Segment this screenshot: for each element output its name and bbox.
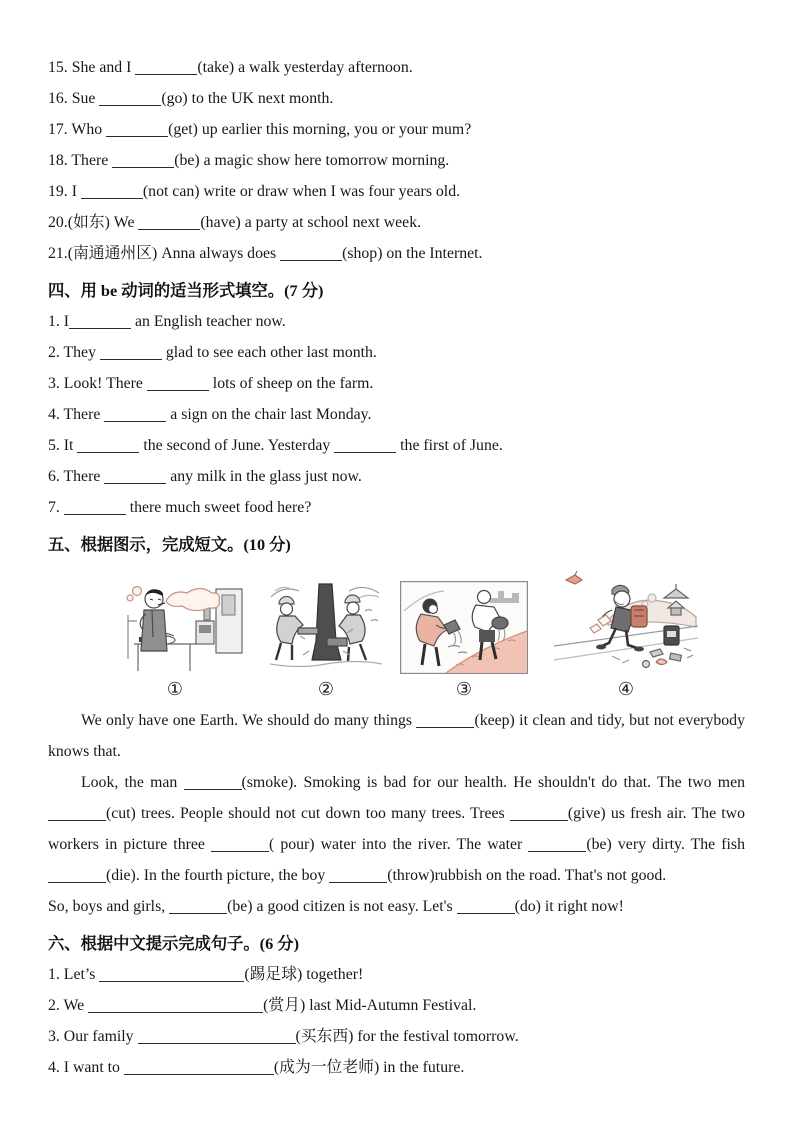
be-question-2 <box>48 337 745 368</box>
be-question-1 <box>48 306 745 337</box>
text-segment: (throw)rubbish on the road. That's not good. <box>387 867 667 884</box>
text-segment: 18. There <box>48 152 113 169</box>
text-segment: (go) to the UK next month. <box>161 90 334 107</box>
question-line-21 <box>48 238 745 269</box>
text-segment: (not can) write or draw when I was four years old. <box>142 183 461 200</box>
fill-in-blank[interactable] <box>69 313 131 329</box>
text-segment: ( pour) water into the river. The water <box>268 836 529 853</box>
text-segment: (take) a walk yesterday afternoon. <box>197 59 413 76</box>
text-segment: 2. They <box>48 344 100 361</box>
text-segment: So, boys and girls, <box>48 898 170 915</box>
text-segment: 7. <box>48 499 64 516</box>
fill-in-blank[interactable] <box>106 121 168 137</box>
question-line-16 <box>48 83 745 114</box>
section-six-heading: 六、根据中文提示完成句子。(6 分) <box>48 934 299 953</box>
passage-paragraph-2 <box>48 767 749 891</box>
section-four-heading: 四、用 be 动词的适当形式填空。(7 分) <box>48 281 324 300</box>
fill-in-blank[interactable] <box>211 836 269 852</box>
question-line-15 <box>48 52 745 83</box>
fill-in-blank[interactable] <box>64 499 126 515</box>
text-segment: 5. It <box>48 437 78 454</box>
fill-in-blank[interactable] <box>48 867 106 883</box>
text-segment: 21.(南通通州区) Anna always does <box>48 245 281 262</box>
fill-in-blank[interactable] <box>457 898 515 914</box>
picture-4-littering-boy <box>552 568 700 702</box>
fill-in-blank[interactable] <box>88 997 263 1013</box>
fill-in-blank[interactable] <box>135 59 197 75</box>
question-line-20 <box>48 207 745 238</box>
text-segment: 17. Who <box>48 121 107 138</box>
fill-in-blank[interactable] <box>99 966 244 982</box>
section-picture-essay <box>48 529 749 922</box>
be-question-5 <box>48 430 745 461</box>
fill-in-blank[interactable] <box>81 183 143 199</box>
text-segment: (cut) trees. People should not cut down too many trees. Trees <box>106 805 510 822</box>
fill-in-blank[interactable] <box>77 437 139 453</box>
fill-in-blank[interactable] <box>184 774 242 790</box>
hint-question-1 <box>48 959 745 990</box>
text-segment: (成为一位老师) in the future. <box>273 1059 465 1076</box>
hint-question-4 <box>48 1052 745 1083</box>
fill-in-blank[interactable] <box>100 344 162 360</box>
text-segment: (smoke). Smoking is bad for our health. He shouldn't do that. The two men <box>241 774 749 791</box>
text-segment: 1. Let’s <box>48 966 100 983</box>
picture-2-label: ② <box>317 679 335 699</box>
text-segment: (keep) it clean and tidy, but not everybody knows that. <box>48 712 749 760</box>
text-segment: (do) it right now! <box>514 898 624 915</box>
text-segment: 6. There <box>48 468 105 485</box>
fill-in-blank[interactable] <box>124 1059 274 1075</box>
text-segment: We only have one Earth. We should do many things <box>81 712 417 729</box>
be-question-6 <box>48 461 745 492</box>
fill-in-blank[interactable] <box>104 406 166 422</box>
text-segment: 4. I want to <box>48 1059 124 1076</box>
fill-in-blank[interactable] <box>48 805 106 821</box>
text-segment: the first of June. <box>396 437 503 454</box>
fill-in-blank[interactable] <box>169 898 227 914</box>
tree-cutting-illustration <box>265 581 387 674</box>
text-segment: (give) us fresh air. The two workers in picture three <box>48 805 749 853</box>
text-segment: (get) up earlier this morning, you or your mum? <box>168 121 472 138</box>
picture-3-pouring-water <box>400 581 528 702</box>
passage-paragraph-1 <box>48 705 749 767</box>
text-segment: (be) very dirty. The fish <box>586 836 749 853</box>
text-segment: (die). In the fourth picture, the boy <box>106 867 330 884</box>
text-segment: lots of sheep on the farm. <box>208 375 374 392</box>
picture-1-label: ① <box>166 679 184 699</box>
text-segment: there much sweet food here? <box>125 499 312 516</box>
section-five-heading: 五、根据图示，完成短文。(10 分) <box>48 535 291 554</box>
fill-in-blank[interactable] <box>138 214 200 230</box>
picture-2-tree-cutting <box>265 581 387 702</box>
text-segment: 20.(如东) We <box>48 214 139 231</box>
section-chinese-hints <box>48 928 745 1083</box>
pouring-water-illustration <box>400 581 528 674</box>
fill-in-blank[interactable] <box>112 152 174 168</box>
fill-in-blank[interactable] <box>280 245 342 261</box>
hint-question-2 <box>48 990 745 1021</box>
text-segment: any milk in the glass just now. <box>166 468 362 485</box>
fill-in-blank[interactable] <box>416 712 474 728</box>
text-segment: (be) a good citizen is not easy. Let's <box>227 898 457 915</box>
text-segment: glad to see each other last month. <box>161 344 377 361</box>
picture-3-label: ③ <box>455 679 473 699</box>
fill-in-blank[interactable] <box>138 1028 296 1044</box>
picture-4-label: ④ <box>617 679 635 699</box>
text-segment: 15. She and I <box>48 59 136 76</box>
fill-in-blank[interactable] <box>528 836 586 852</box>
text-segment: (踢足球) together! <box>244 966 364 983</box>
cloze-passage <box>48 705 749 922</box>
text-segment: 3. Our family <box>48 1028 138 1045</box>
passage-paragraph-3 <box>48 891 745 922</box>
picture-strip <box>100 568 745 702</box>
fill-in-blank[interactable] <box>329 867 387 883</box>
text-segment: (have) a party at school next week. <box>200 214 422 231</box>
text-segment: (shop) on the Internet. <box>342 245 483 262</box>
text-segment: (买东西) for the festival tomorrow. <box>295 1028 519 1045</box>
section-be-verbs <box>48 275 745 523</box>
fill-in-blank[interactable] <box>510 805 568 821</box>
text-segment: 2. We <box>48 997 89 1014</box>
text-segment: Look, the man <box>81 774 184 791</box>
text-segment: an English teacher now. <box>131 313 286 330</box>
littering-boy-illustration <box>552 568 700 674</box>
section-verb-blanks <box>48 52 745 269</box>
text-segment: the second of June. Yesterday <box>139 437 335 454</box>
text-segment: 4. There <box>48 406 105 423</box>
question-line-19 <box>48 176 745 207</box>
be-question-7 <box>48 492 745 523</box>
text-segment: (赏月) last Mid-Autumn Festival. <box>263 997 477 1014</box>
fill-in-blank[interactable] <box>147 375 209 391</box>
fill-in-blank[interactable] <box>334 437 396 453</box>
text-segment: a sign on the chair last Monday. <box>166 406 372 423</box>
text-segment: 3. Look! There <box>48 375 147 392</box>
text-segment: 19. I <box>48 183 81 200</box>
picture-1-smoking-man <box>100 579 250 702</box>
hint-question-3 <box>48 1021 745 1052</box>
text-segment: 1. I <box>48 313 70 330</box>
be-question-3 <box>48 368 745 399</box>
smoking-man-illustration <box>100 579 250 674</box>
question-line-17 <box>48 114 745 145</box>
be-question-4 <box>48 399 745 430</box>
text-segment: 16. Sue <box>48 90 100 107</box>
fill-in-blank[interactable] <box>104 468 166 484</box>
question-line-18 <box>48 145 745 176</box>
text-segment: (be) a magic show here tomorrow morning. <box>174 152 450 169</box>
fill-in-blank[interactable] <box>99 90 161 106</box>
